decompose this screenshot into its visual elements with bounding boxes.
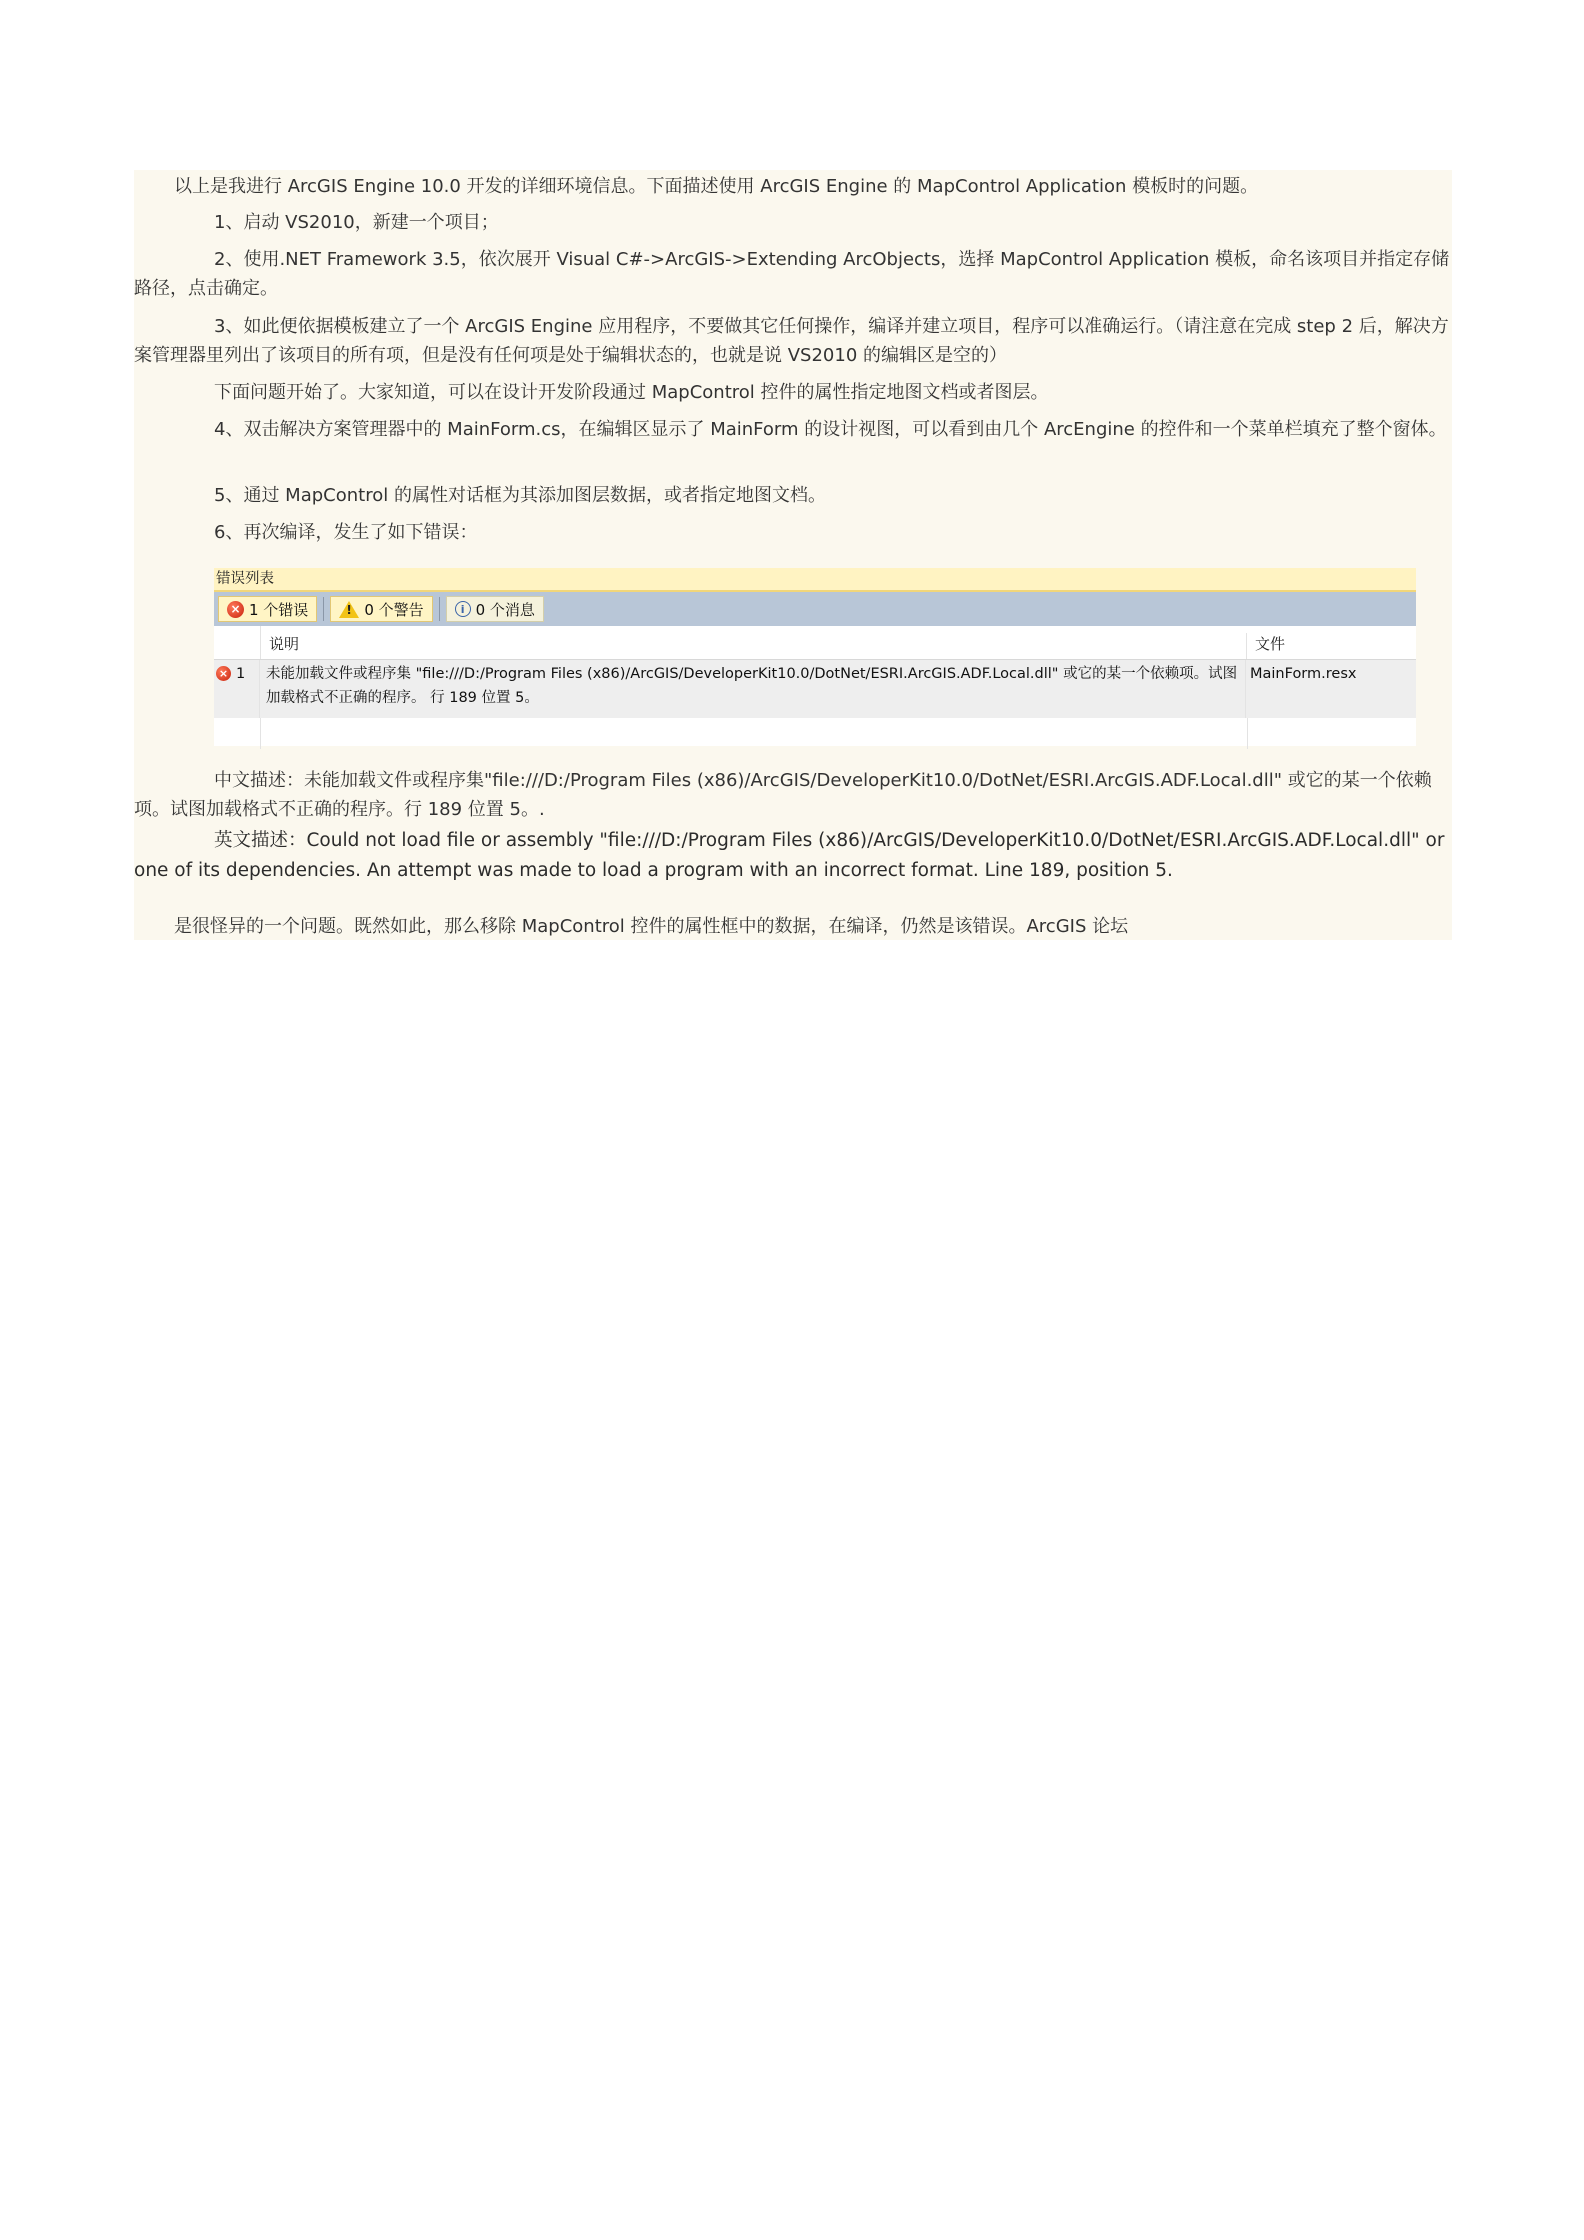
chinese-description-paragraph: 中文描述：未能加载文件或程序集"file:///D:/Program Files (x86)/ArcGIS/DeveloperKit10.0/DotNet/ESRI.ArcGIS.ADF.Local.dll" 或它的某一个依赖项。试图加载格式不正确的程序。行 189 位置 5。. [134,770,1432,820]
step1-paragraph: 1、启动 VS2010，新建一个项目； [214,212,499,233]
toolbar-separator [439,597,440,621]
step4-paragraph: 4、双击解决方案管理器中的 MainForm.cs，在编辑区显示了 MainForm 的设计视图，可以看到由几个 ArcEngine 的控件和一个菜单栏填充了整个窗体。 [214,419,1447,440]
document-content [134,170,1452,940]
error-icon: × [216,666,231,681]
info-icon: i [455,601,471,617]
english-description-text: Could not load file or assembly "file:///D:/Program Files (x86)/ArcGIS/DeveloperKit10.0/DotNet/ESRI.ArcGIS.ADF.Local.dll" or one of its dependencies. An attempt was made to load a program with an incorrect format. Line 189, position 5. [134,830,1445,881]
empty-row [214,718,1416,749]
empty-cell [214,718,236,749]
warnings-filter-button[interactable] [330,596,432,622]
empty-cell [261,718,1248,749]
column-header-file[interactable]: 文件 [1255,635,1286,653]
intro-paragraph: 以上是我进行 ArcGIS Engine 10.0 开发的详细环境信息。下面描述使用 ArcGIS Engine 的 MapControl Application 模板时的问题。 [174,176,1259,197]
empty-cell [236,718,261,749]
error-list-title: 错误列表 [214,568,1416,592]
step5-paragraph: 5、通过 MapControl 的属性对话框为其添加图层数据，或者指定地图文档。 [214,485,826,506]
errors-filter-button[interactable] [218,596,317,622]
error-list-screenshot [214,568,1416,746]
messages-filter-button[interactable] [446,596,544,622]
warnings-filter-label: 0 个警告 [364,600,424,619]
conclusion-paragraph: 是很怪异的一个问题。既然如此，那么移除 MapControl 控件的属性框中的数据，在编译，仍然是该错误。ArcGIS 论坛 [174,916,1129,937]
error-list-header [214,626,1416,660]
english-description-paragraph [134,826,1452,885]
error-icon: × [227,601,244,618]
problem-start-paragraph: 下面问题开始了。大家知道，可以在设计开发阶段通过 MapControl 控件的属性指定地图文档或者图层。 [214,382,1049,403]
step2-paragraph: 2、使用.NET Framework 3.5，依次展开 Visual C#->ArcGIS->Extending ArcObjects，选择 MapControl Application 模板，命名该项目并指定存储路径，点击确定。 [134,249,1450,299]
english-description-label: 英文描述： [214,830,307,851]
column-header-description[interactable]: 说明 [261,633,1247,659]
toolbar-separator [323,597,324,621]
warning-icon [339,601,359,618]
messages-filter-label: 0 个消息 [475,600,535,619]
header-spacer [214,626,261,659]
row-icon-cell [214,660,236,718]
row-description: 未能加载文件或程序集 "file:///D:/Program Files (x86)/ArcGIS/DeveloperKit10.0/DotNet/ESRI.ArcGIS.ADF.Local.dll" 或它的某一个依赖项。试图加载格式不正确的程序。 行 189 位置 5。 [260,660,1246,718]
row-file: MainForm.resx [1250,666,1357,682]
step3-paragraph: 3、如此便依据模板建立了一个 ArcGIS Engine 应用程序，不要做其它任何操作，编译并建立项目，程序可以准确运行。（请注意在完成 step 2 后，解决方案管理器里列出了该项目的所有项，但是没有任何项是处于编辑状态的，也就是说 VS2010 的编辑区是空的） [134,316,1449,366]
table-row[interactable] [214,660,1416,718]
error-list-toolbar [214,592,1416,626]
row-number: 1 [236,660,260,718]
errors-filter-label: 1 个错误 [249,600,309,619]
step6-paragraph: 6、再次编译，发生了如下错误： [214,522,478,543]
